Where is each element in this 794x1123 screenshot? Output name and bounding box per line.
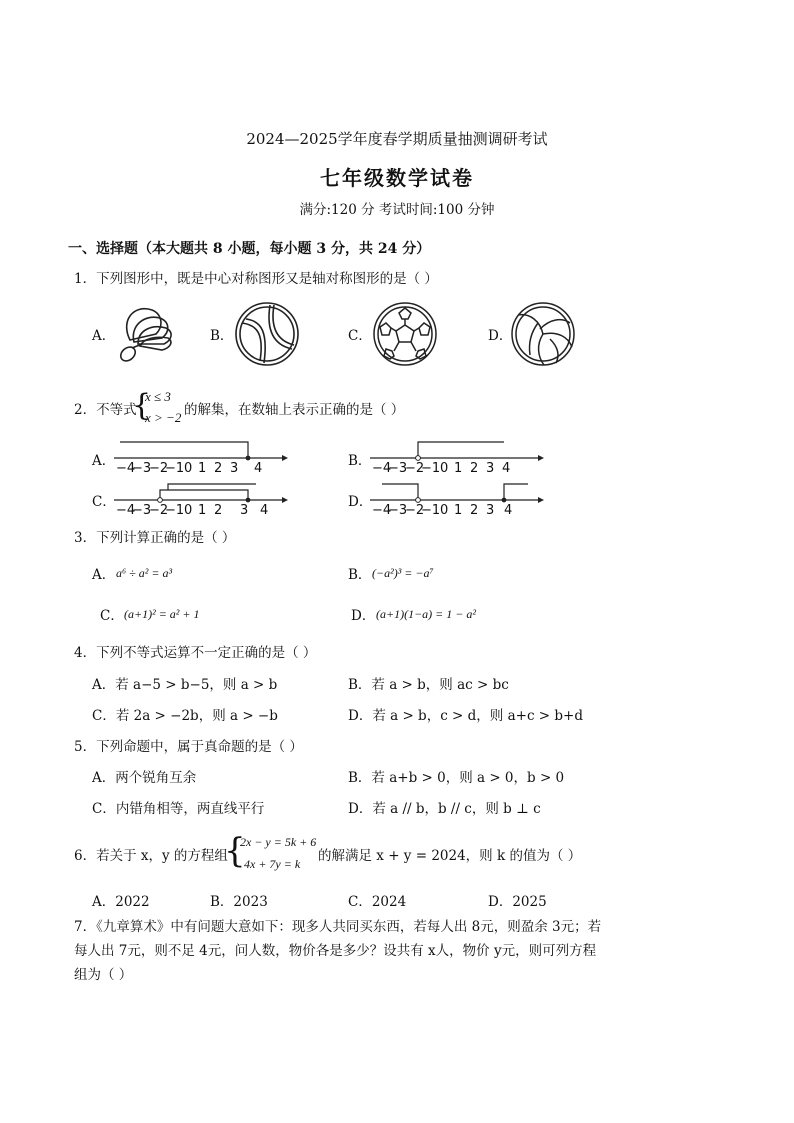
svg-text:0: 0 bbox=[440, 461, 449, 474]
q6-brace: { bbox=[224, 831, 246, 871]
svg-text:−2: −2 bbox=[149, 503, 169, 516]
svg-text:−3: −3 bbox=[132, 503, 152, 516]
q2-label-d: D． bbox=[348, 494, 373, 510]
paper-title: 七年级数学试卷 bbox=[320, 166, 474, 190]
q3-option-d: (a+1)(1−a) = 1 − a² bbox=[376, 607, 476, 621]
q5-option-d: D．若 a // b，b // c，则 b ⊥ c bbox=[348, 801, 541, 817]
svg-text:−1: −1 bbox=[421, 461, 441, 474]
q4-stem: 4．下列不等式运算不一定正确的是（ ） bbox=[74, 645, 317, 661]
q6-option-c: C．2024 bbox=[348, 894, 407, 910]
svg-text:4: 4 bbox=[254, 461, 263, 474]
number-line-b bbox=[368, 436, 544, 474]
q2-label-a: A． bbox=[92, 453, 116, 469]
svg-text:1: 1 bbox=[198, 503, 207, 516]
svg-text:−1: −1 bbox=[165, 461, 185, 474]
q4-option-b: B．若 a > b，则 ac > bc bbox=[348, 677, 509, 693]
q5-option-b: B．若 a+b > 0，则 a > 0，b > 0 bbox=[348, 770, 565, 786]
svg-text:3: 3 bbox=[486, 461, 495, 474]
svg-text:−2: −2 bbox=[149, 461, 169, 474]
svg-text:−3: −3 bbox=[388, 461, 408, 474]
tennis-ball-icon bbox=[234, 301, 300, 367]
svg-text:0: 0 bbox=[184, 461, 193, 474]
svg-text:−2: −2 bbox=[405, 503, 425, 516]
q3-option-a: a⁶ ÷ a² = a³ bbox=[116, 566, 173, 580]
tick-3: 3 bbox=[230, 461, 239, 474]
svg-text:3: 3 bbox=[240, 503, 249, 516]
svg-text:−2: −2 bbox=[405, 461, 425, 474]
q1-label-d: D． bbox=[488, 328, 513, 344]
q2-label-c: C． bbox=[92, 494, 116, 510]
q1-label-c: C． bbox=[348, 328, 372, 344]
q6-option-a: A．2022 bbox=[92, 894, 150, 910]
q4-option-a: A．若 a−5 > b−5，则 a > b bbox=[92, 677, 278, 693]
svg-text:1: 1 bbox=[198, 461, 207, 474]
q4-option-c: C．若 2a > −2b，则 a > −b bbox=[92, 708, 278, 724]
svg-text:2: 2 bbox=[214, 503, 223, 516]
exam-info: 满分:120 分 考试时间:100 分钟 bbox=[299, 202, 495, 218]
q6-suffix: 的解满足 x + y = 2024，则 k 的值为（ ） bbox=[318, 848, 582, 864]
soccer-ball-icon bbox=[372, 301, 438, 367]
q7-line-3: 组为（ ） bbox=[74, 967, 133, 983]
q6-equation-2: 4x + 7y = k bbox=[244, 857, 301, 871]
number-line-c bbox=[112, 478, 288, 516]
svg-text:0: 0 bbox=[184, 503, 193, 516]
q2-suffix: 的解集，在数轴上表示正确的是（ ） bbox=[184, 402, 405, 418]
svg-text:2: 2 bbox=[470, 503, 479, 516]
q3-label-d: D． bbox=[351, 608, 376, 624]
q5-option-c: C．内错角相等，两直线平行 bbox=[92, 801, 265, 817]
q6-option-d: D．2025 bbox=[488, 894, 547, 910]
svg-text:−3: −3 bbox=[132, 461, 152, 474]
svg-text:−4: −4 bbox=[372, 503, 392, 516]
svg-text:−3: −3 bbox=[388, 503, 408, 516]
svg-text:4: 4 bbox=[260, 503, 269, 516]
svg-text:2: 2 bbox=[214, 461, 223, 474]
q2-prefix: 2．不等式 bbox=[74, 402, 137, 418]
q2-brace: { bbox=[132, 388, 152, 423]
q1-stem: 1．下列图形中，既是中心对称图形又是轴对称图形的是（ ） bbox=[74, 271, 438, 287]
svg-text:3: 3 bbox=[486, 503, 495, 516]
q1-label-b: B． bbox=[210, 328, 234, 344]
svg-text:1: 1 bbox=[454, 461, 463, 474]
exam-title: 2024—2025学年度春学期质量抽测调研考试 bbox=[246, 130, 548, 148]
section-heading: 一、选择题（本大题共 8 小题，每小题 3 分，共 24 分） bbox=[68, 241, 431, 257]
q3-label-c: C． bbox=[100, 608, 124, 624]
q3-stem: 3．下列计算正确的是（ ） bbox=[74, 530, 236, 546]
svg-text:−4: −4 bbox=[372, 461, 392, 474]
volleyball-icon bbox=[510, 301, 576, 367]
q2-condition-1: x ≤ 3 bbox=[145, 389, 171, 404]
q2-condition-2: x > −2 bbox=[145, 410, 182, 425]
q2-label-b: B． bbox=[348, 453, 372, 469]
q3-label-b: B． bbox=[348, 567, 372, 583]
number-line-d bbox=[368, 478, 544, 516]
number-line-a bbox=[112, 436, 288, 474]
q3-option-b: (−a²)³ = −a⁷ bbox=[372, 566, 434, 580]
q3-label-a: A． bbox=[92, 567, 116, 583]
q6-prefix: 6．若关于 x，y 的方程组 bbox=[74, 848, 228, 864]
q7-line-1: 7．《九章算术》中有问题大意如下：现多人共同买东西，若每人出 8元，则盈余 3元；若 bbox=[74, 919, 602, 935]
q4-option-d: D．若 a > b，c > d，则 a+c > b+d bbox=[348, 708, 583, 724]
svg-text:−4: −4 bbox=[116, 503, 136, 516]
svg-text:−1: −1 bbox=[165, 503, 185, 516]
svg-text:4: 4 bbox=[502, 461, 511, 474]
q3-option-c: (a+1)² = a² + 1 bbox=[124, 607, 200, 621]
svg-text:4: 4 bbox=[504, 503, 513, 516]
svg-text:0: 0 bbox=[440, 503, 449, 516]
q5-option-a: A．两个锐角互余 bbox=[92, 770, 197, 786]
q6-equation-1: 2x − y = 5k + 6 bbox=[240, 835, 317, 849]
q1-label-a: A． bbox=[92, 328, 116, 344]
svg-text:1: 1 bbox=[454, 503, 463, 516]
svg-text:−4: −4 bbox=[116, 461, 136, 474]
q6-option-b: B．2023 bbox=[210, 894, 268, 910]
q7-line-2: 每人出 7元，则不足 4元，问人数，物价各是多少？设共有 x人，物价 y元，则可列方程 bbox=[74, 943, 597, 959]
svg-text:−1: −1 bbox=[421, 503, 441, 516]
q5-stem: 5．下列命题中，属于真命题的是（ ） bbox=[74, 739, 303, 755]
svg-text:2: 2 bbox=[470, 461, 479, 474]
shuttlecock-icon bbox=[112, 300, 182, 366]
